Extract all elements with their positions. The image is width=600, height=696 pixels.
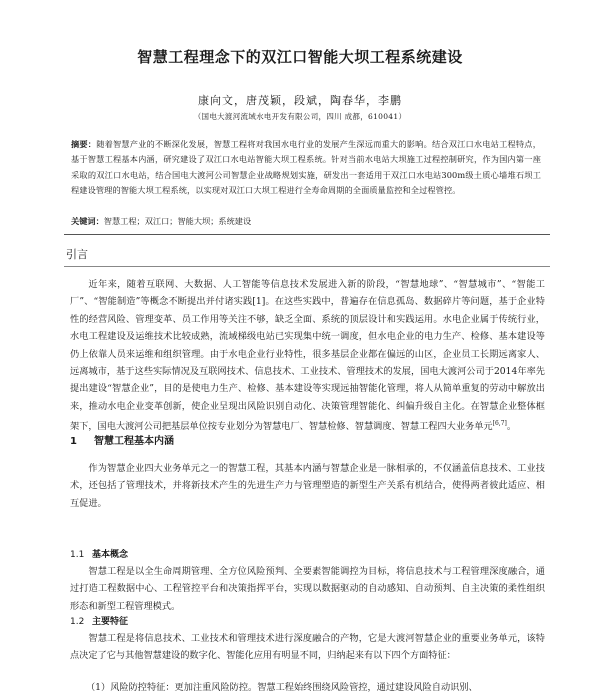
keywords-block [71,215,541,227]
section-1-title: 智慧工程基本内涵 [94,436,174,447]
section-1-2-number: 1.2 [70,617,85,627]
abstract-text: 随着智慧产业的不断深化发展，智慧工程将对我国水电行业的发展产生深远而重大的影响。结合双江口水电站工程特点，基于智慧工程基本内涵，研究建设了双江口水电站智能大坝工程系统。针对当前水电站大坝施工过程控制研究，作为国内第一座采取的双江口水电站，结合国电大渡河公司智慧企业战略规划实施，研发出一套适用于双江口水电站300m级土质心墙堆石坝工程建设管理的智能大坝工程系统，以实现对双江口大坝工程进行全寿命周期的全面质量监控和全过程管控。 [71,139,541,196]
section-1-2-heading [70,614,128,627]
section-1-2-paragraph: 智慧工程是将信息技术、工业技术和管理技术进行深度融合的产物，它是大渡河智慧企业的重要业务单元，该特点决定了它与其他智慧建设的数字化、智能化应用有明显不同，归纳起来有以下四个方面特征： [70,633,545,662]
intro-text: 近年来，随着互联网、大数据、人工智能等信息技术发展进入新的阶段，“智慧地球”、“智慧城市”、“智能工厂”、“智能制造”等概念不断提出并付诸实践[1]。在这些实践中，普遍存在信息孤岛、数据碎片等问题，基于企业特性的经营风险、管理变革、员工作用等关注不够，缺乏全面、系统的顶层设计和实践运用。水电企业属于传统行业，水电工程建设及运维技术比较成熟，流域梯级电站已实现集中统一调度，但水电企业的电力生产、检修、基本建设等仍上依靠人员来运维和组织管理。由于水电企业行业特性，很多基层企业都在偏远的山区，企业员工长期远离家人、远离城市，基于这些实际情况及互联网技术、信息技术、工业技术、管理技术的发展，国电大渡河公司于2014年率先提出建设“智慧企业”，目的是使电力生产、检修、基本建设等实现远抽智能化管理，将人从简单重复的劳动中解放出来，推动水电企业变革创新，使企业呈现出风险识别自动化、决策管理智能化、纠偏升级自主化。在智慧企业整体框架下，国电大渡河公司把基层单位按专业划分为智慧电厂、智慧检修、智慧调度、智慧工程四大业务单元 [70,279,545,433]
intro-end: 。 [506,421,517,433]
section-1-1-heading [70,547,128,560]
keywords-text: 智慧工程；双江口；智能大坝；系统建设 [103,216,252,226]
abstract-label: 摘要： [71,139,97,149]
intro-heading: 引言 [66,248,88,261]
section-1-1-title: 基本概念 [92,550,129,560]
intro-divider [64,266,550,267]
author-affiliation: （国电大渡河流域水电开发有限公司，四川 成都，610041） [193,112,407,121]
author-list: 康向文，唐茂颖，段斌，陶春华，李鹏 [198,94,402,107]
section-1-1-paragraph: 智慧工程是以全生命周期管理、全方位风险预判、全要素智能调控为目标，将信息技术与工程管理深度融合，通过打造工程数据中心、工程管控平台和决策指挥平台，实现以数据驱动的自动感知、自动预判、自主决策的柔性组织形态和新型工程管理模式。 [70,566,545,612]
section-1-number: 1 [70,436,77,447]
section-1-paragraph: 作为智慧企业四大业务单元之一的智慧工程，其基本内涵与智慧企业是一脉相承的，不仅涵盖信息技术、工业技术，还包括了管理技术，并将新技术产生的先进生产力与管理塑造的新型生产关系有机结合，使得两者彼此适应、相互促进。 [70,463,545,509]
paper-title: 智慧工程理念下的双江口智能大坝工程系统建设 [137,48,463,66]
section-1-2-title: 主要特征 [92,617,129,627]
intro-paragraph [70,276,545,436]
intro-citation: [6,7] [492,420,507,428]
header-divider [64,234,550,235]
section-1-1-number: 1.1 [70,550,85,560]
abstract-block [71,137,541,199]
section-1-heading [70,432,174,447]
list-item: （1）风险防控特征：更加注重风险防控。智慧工程始终围绕风险管控，通过建设风险自动识别、 [86,682,478,693]
keywords-label: 关键词： [71,216,104,226]
